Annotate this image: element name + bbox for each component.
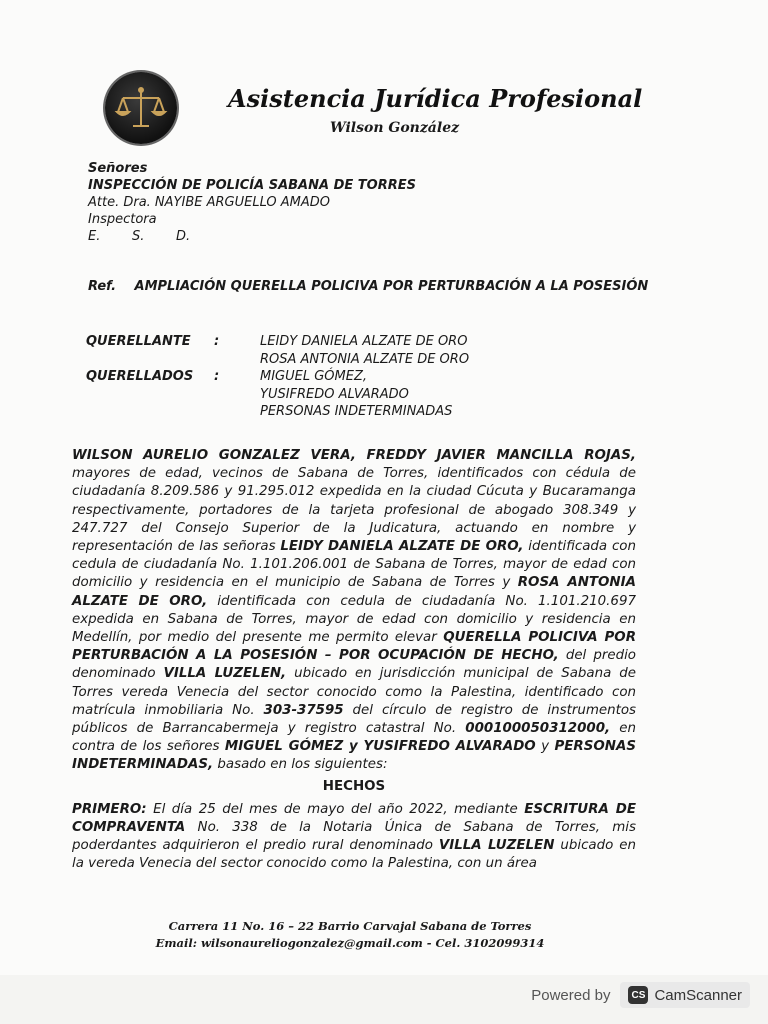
party-row — [86, 403, 469, 421]
text-run: ESCRITURA DE COMPRAVENTA — [72, 801, 636, 836]
text-run: del predio denominado — [72, 648, 636, 682]
addressee-office: INSPECCIÓN DE POLICÍA SABANA DE TORRES — [88, 178, 416, 193]
party-row — [86, 368, 469, 386]
text-run: El día 25 del mes de mayo del año 2022, mediante — [146, 801, 525, 817]
text-run: MIGUEL GÓMEZ y YUSIFREDO ALVARADO — [224, 739, 536, 755]
camscanner-brand: CamScanner — [654, 986, 742, 1004]
text-run: PERSONAS INDETERMINADAS, — [72, 739, 636, 773]
parties-block — [86, 333, 469, 421]
text-run: ROSA ANTONIA ALZATE DE ORO, — [72, 575, 636, 609]
plaintiff-name: ROSA ANTONIA ALZATE DE ORO — [260, 351, 470, 367]
party-row — [86, 333, 469, 351]
hechos-heading: HECHOS — [322, 778, 386, 794]
footer-address: Carrera 11 No. 16 – 22 Barrio Carvajal Sabana de Torres — [168, 919, 532, 933]
body-text — [72, 447, 636, 874]
defendant-name: YUSIFREDO ALVARADO — [260, 386, 409, 402]
firm-name: Asistencia Jurídica Profesional — [228, 84, 643, 113]
firm-owner: Wilson González — [330, 120, 460, 136]
addressee-block — [88, 160, 416, 245]
esd-e: E. — [88, 229, 101, 244]
text-run: identificada con cedula de ciudadanía No. 1.101.206.001 de Sabana de Torres, mayor de edad con domicilio y residencia en el municipio de Sabana de Torres y — [72, 539, 636, 591]
first-fact-paragraph — [72, 801, 636, 874]
addressee-role: Inspectora — [88, 212, 157, 227]
powered-by-text: Powered by — [531, 986, 611, 1004]
plaintiff-name: LEIDY DANIELA ALZATE DE ORO — [260, 334, 468, 349]
text-run: LEIDY DANIELA ALZATE DE ORO, — [280, 539, 524, 555]
addressee-attention: Atte. Dra. NAYIBE ARGUELLO AMADO — [88, 195, 331, 210]
salutation: Señores — [88, 161, 148, 176]
text-run: ubicado en jurisdicción municipal de Sabana de Torres vereda Venecia del sector conocido como la Palestina, identificado con matrícula inmobiliaria No. — [72, 666, 636, 718]
text-run: identificada con cedula de ciudadanía No. 1.101.210.697 expedida en Sabana de Torres, mayor de edad con domicilio y residencia en Medellín, por medio del presente me permito elevar — [72, 593, 636, 646]
text-run: basado en los siguientes: — [213, 757, 388, 773]
party-row — [86, 386, 469, 404]
text-run: ubicado en la vereda Venecia del sector conocido como la Palestina, con un área — [72, 838, 636, 872]
text-run: QUERELLA POLICIVA POR PERTURBACIÓN A LA POSESIÓN – POR OCUPACIÓN DE HECHO, — [72, 630, 637, 664]
attorneys-names: WILSON AURELIO GONZALEZ VERA, FREDDY JAVIER MANCILLA ROJAS, — [72, 448, 636, 463]
text-run: 000100050312000, — [465, 721, 611, 737]
scales-of-justice-icon — [105, 72, 177, 144]
esd-d: D. — [176, 229, 191, 244]
camscanner-watermark — [531, 982, 750, 1008]
camscanner-badge — [620, 982, 750, 1008]
esd-line — [88, 228, 416, 245]
text-run: No. 338 de la Notaria Única de Sabana de Torres, mis poderdantes adquirieron el predio rural denominado — [72, 820, 636, 854]
text-run: mayores de edad, vecinos de Sabana de Torres, identificados con cédula de ciudadanía 8.209.586 y 91.295.012 expedida en la ciudad Cúcuta y Bucaramanga respectivamente, portadores de la tarjeta profesional de abogado 308.349 y 247.727 del Consejo Superior de la Judicatura, actuando en nombre y representación de las señoras — [72, 466, 636, 555]
reference-label: Ref. — [88, 279, 117, 294]
footer-contact: Email: wilsonaureliogonzalez@gmail.com - Cel. 3102099314 — [155, 936, 545, 950]
text-run: PRIMERO: — [72, 801, 147, 817]
text-run: VILLA LUZELEN — [438, 838, 555, 854]
text-run: en contra de los señores — [72, 721, 636, 755]
camscanner-icon: CS — [628, 986, 648, 1004]
defendant-name: MIGUEL GÓMEZ, — [260, 369, 368, 384]
text-run: del círculo de registro de instrumentos públicos de Barrancabermeja y registro catastral No. — [72, 702, 637, 737]
reference-text: AMPLIACIÓN QUERELLA POLICIVA POR PERTURBACIÓN A LA POSESIÓN — [134, 279, 649, 294]
plaintiff-label: QUERELLANTE — [86, 334, 191, 349]
reference-line — [88, 279, 648, 294]
text-run: VILLA LUZELEN, — [163, 666, 287, 682]
party-row — [86, 351, 469, 369]
footer — [0, 918, 700, 952]
colon: : — [214, 334, 220, 349]
defendant-name: PERSONAS INDETERMINADAS — [260, 404, 453, 419]
defendant-label: QUERELLADOS — [86, 369, 194, 384]
intro-paragraph — [72, 447, 636, 775]
text-run: 303-37595 — [263, 702, 344, 718]
esd-s: S. — [132, 229, 145, 244]
text-run: y — [535, 739, 555, 755]
colon: : — [214, 369, 220, 384]
